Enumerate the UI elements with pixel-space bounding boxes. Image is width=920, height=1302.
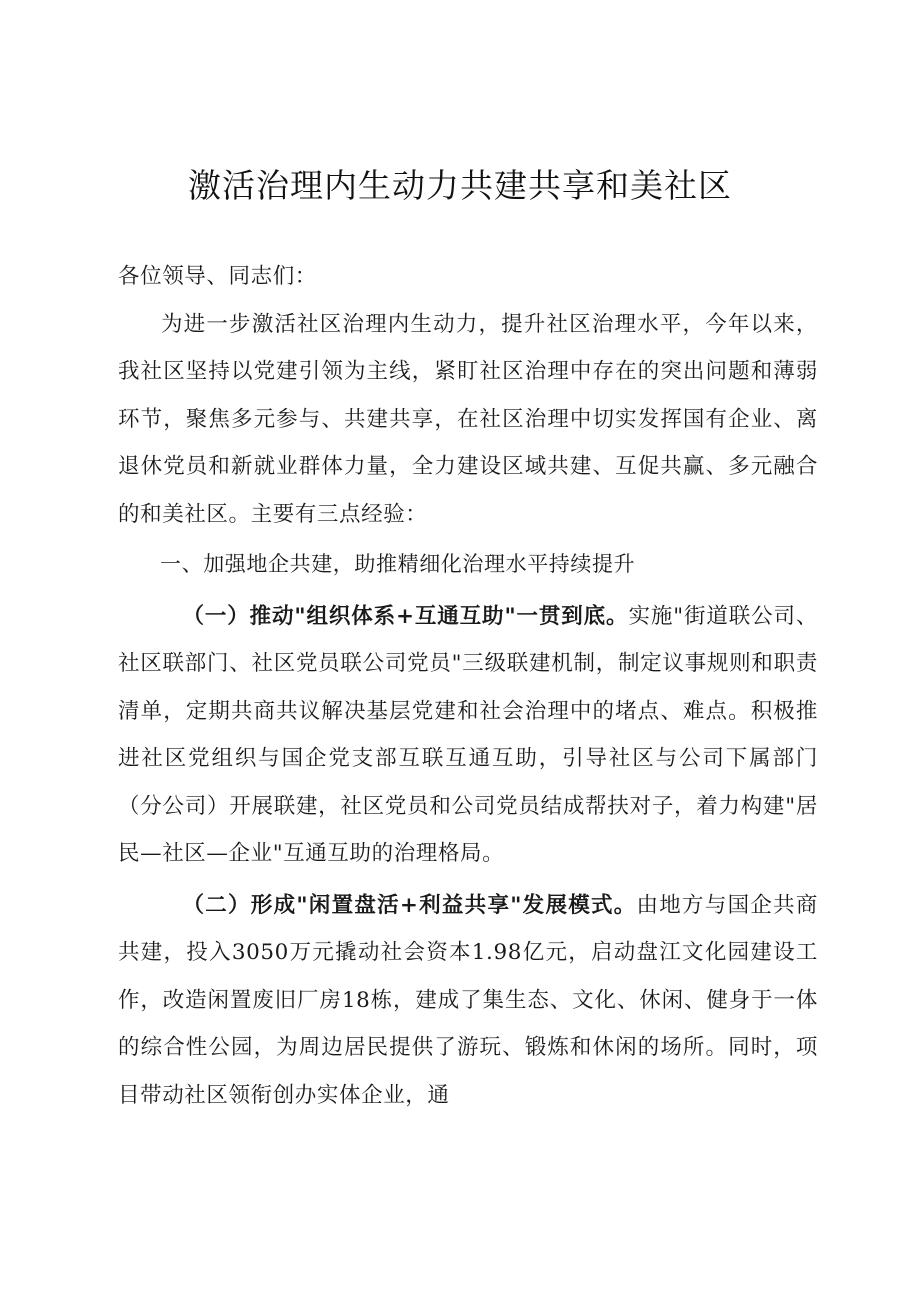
intro-paragraph: 为进一步激活社区治理内生动力，提升社区治理水平，今年以来，我社区坚持以党建引领为主线，紧盯社区治理中存在的突出问题和薄弱环节，聚焦多元参与、共建共享，在社区治理中切实发挥国有企业、离退休党员和新就业群体力量，全力建设区域共建、互促共赢、多元融合的和美社区。主要有三点经验： bbox=[118, 311, 818, 527]
salutation: 各位领导、同志们： bbox=[118, 264, 317, 289]
item-2-lead: （二）形成"闲置盘活+利益共享"发展模式。 bbox=[182, 892, 637, 918]
item-1-paragraph bbox=[118, 593, 818, 878]
document-title: 激活治理内生动力共建共享和美社区 bbox=[188, 166, 732, 205]
item-1-lead: （一）推动"组织体系+互通互助"一贯到底。 bbox=[182, 603, 629, 629]
document-body bbox=[118, 253, 818, 1119]
section-1-heading: 一、加强地企共建，助推精细化治理水平持续提升 bbox=[160, 552, 636, 576]
item-2-paragraph bbox=[118, 882, 818, 1120]
item-2-body: 由地方与国企共商共建，投入3050万元撬动社会资本1.98亿元，启动盘江文化园建设工作，改造闲置废旧厂房18栋，建成了集生态、文化、休闲、健身于一体的综合性公园，为周边居民提供了游玩、锻炼和休闲的场所。同时，项目带动社区领衔创办实体企业，通 bbox=[118, 892, 818, 1108]
item-1-body: 实施"街道联公司、社区联部门、社区党员联公司党员"三级联建机制，制定议事规则和职责清单，定期共商共议解决基层党建和社会治理中的堵点、难点。积极推进社区党组织与国企党支部互联互通互助，引导社区与公司下属部门（分公司）开展联建，社区党员和公司党员结成帮扶对子，着力构建"居民—社区—企业"互通互助的治理格局。 bbox=[118, 603, 818, 866]
